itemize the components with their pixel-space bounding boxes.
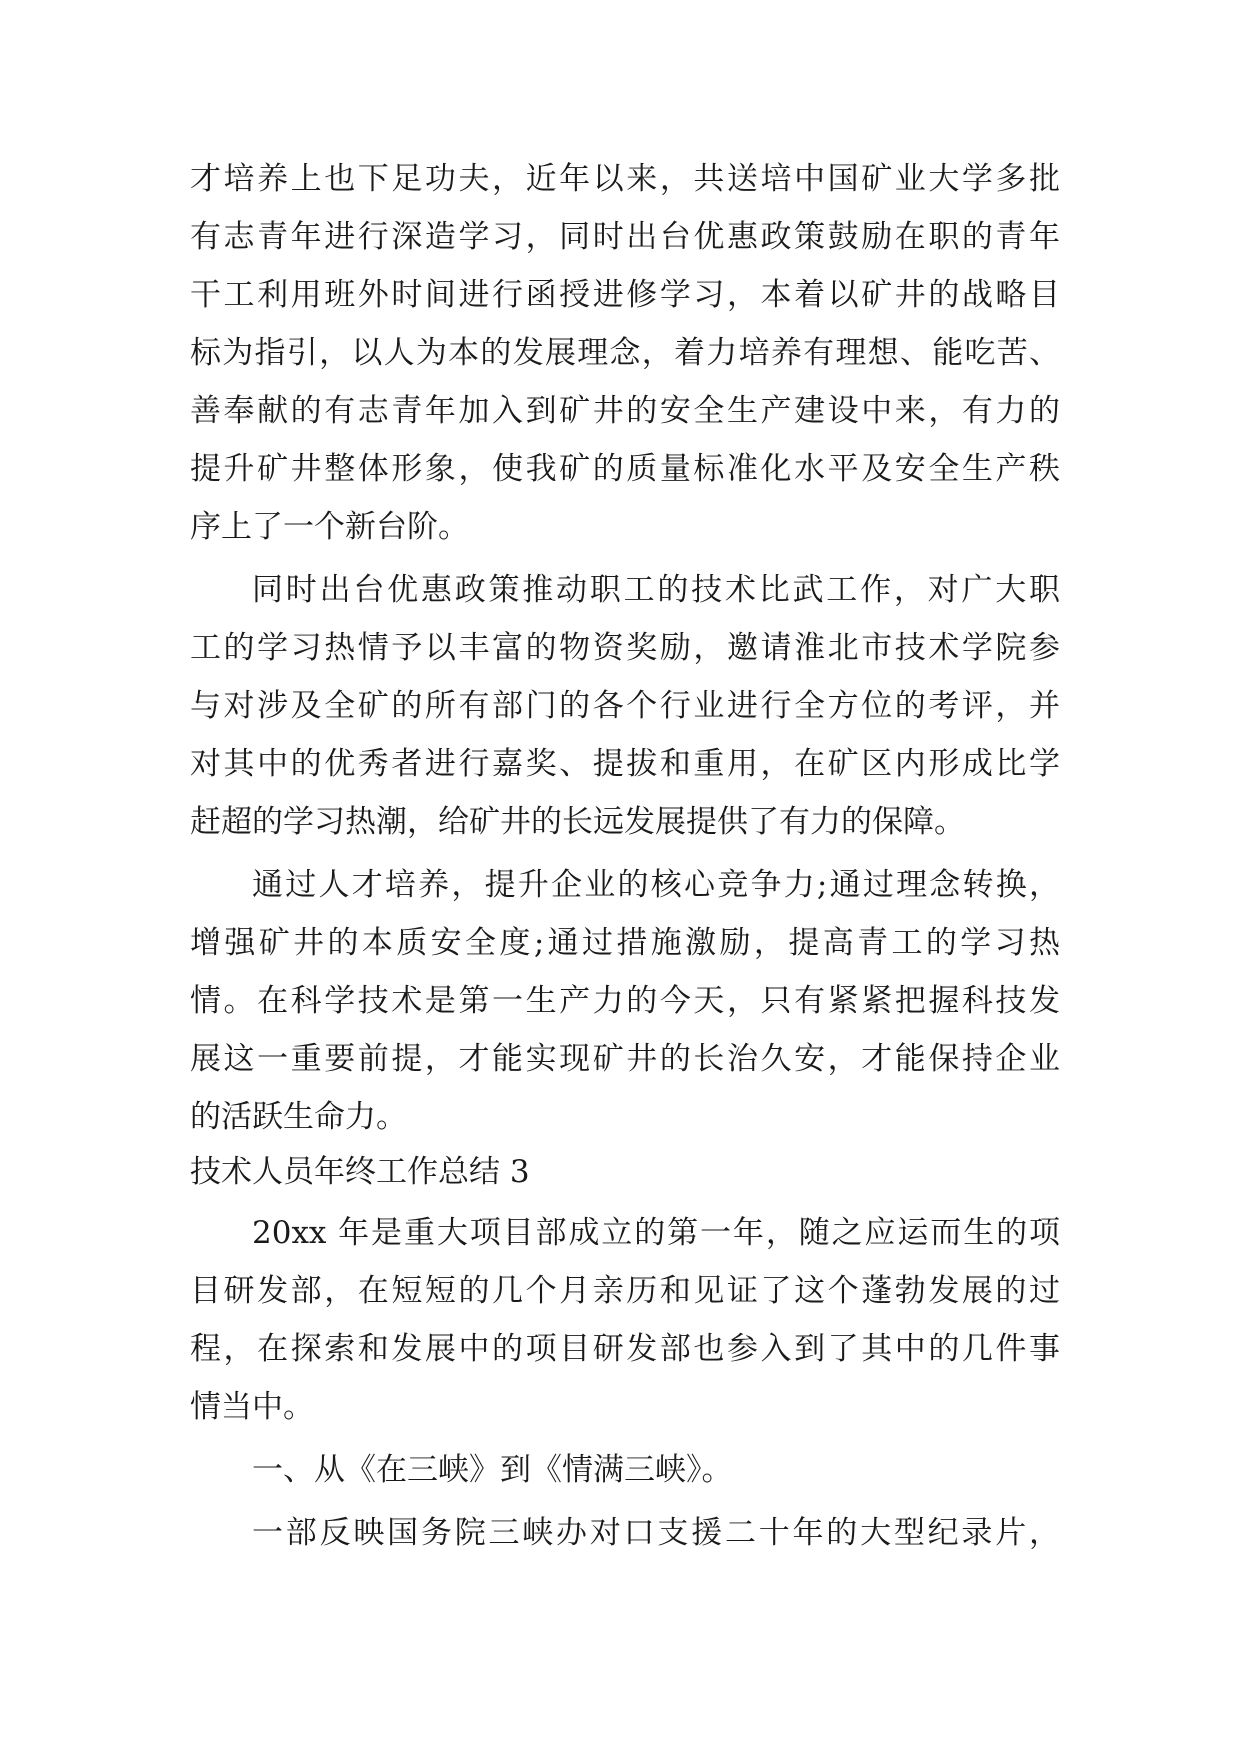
numbered-heading: 一、从《在三峡》到《情满三峡》。: [252, 1452, 733, 1488]
text-line: 的活跃生命力。: [190, 1099, 407, 1135]
text-line: 工的学习热情予以丰富的物资奖励，邀请淮北市技术学院参: [190, 630, 1060, 666]
text-line: 才培养上也下足功夫，近年以来，共送培中国矿业大学多批: [190, 161, 1060, 197]
text-line: 标为指引，以人为本的发展理念，着力培养有理想、能吃苦、: [190, 335, 1060, 371]
text-line: 增强矿井的本质安全度;通过措施激励，提高青工的学习热: [190, 925, 1060, 961]
text-line: 与对涉及全矿的所有部门的各个行业进行全方位的考评，并: [190, 688, 1060, 724]
text-line: 展这一重要前提，才能实现矿井的长治久安，才能保持企业: [190, 1041, 1060, 1077]
paragraph-first-line: 20xx 年是重大项目部成立的第一年，随之应运而生的项: [252, 1215, 1060, 1251]
paragraph-first-line: 一部反映国务院三峡办对口支援二十年的大型纪录片，: [252, 1515, 1060, 1551]
text-line: 有志青年进行深造学习，同时出台优惠政策鼓励在职的青年: [190, 219, 1060, 255]
section-heading: 技术人员年终工作总结 3: [190, 1154, 530, 1190]
text-line: 情当中。: [190, 1389, 314, 1425]
paragraph-first-line: 通过人才培养，提升企业的核心竞争力;通过理念转换，: [252, 867, 1060, 903]
text-line: 提升矿井整体形象，使我矿的质量标准化水平及安全生产秩: [190, 451, 1060, 487]
text-line: 赶超的学习热潮，给矿井的长远发展提供了有力的保障。: [190, 804, 965, 840]
text-line: 序上了一个新台阶。: [190, 509, 469, 545]
text-line: 善奉献的有志青年加入到矿井的安全生产建设中来，有力的: [190, 393, 1060, 429]
text-line: 情。在科学技术是第一生产力的今天，只有紧紧把握科技发: [190, 983, 1060, 1019]
text-line: 对其中的优秀者进行嘉奖、提拔和重用，在矿区内形成比学: [190, 746, 1060, 782]
text-line: 程，在探索和发展中的项目研发部也参入到了其中的几件事: [190, 1331, 1060, 1367]
paragraph-first-line: 同时出台优惠政策推动职工的技术比武工作，对广大职: [252, 572, 1060, 608]
text-line: 目研发部，在短短的几个月亲历和见证了这个蓬勃发展的过: [190, 1273, 1060, 1309]
text-line: 干工利用班外时间进行函授进修学习，本着以矿井的战略目: [190, 277, 1060, 313]
